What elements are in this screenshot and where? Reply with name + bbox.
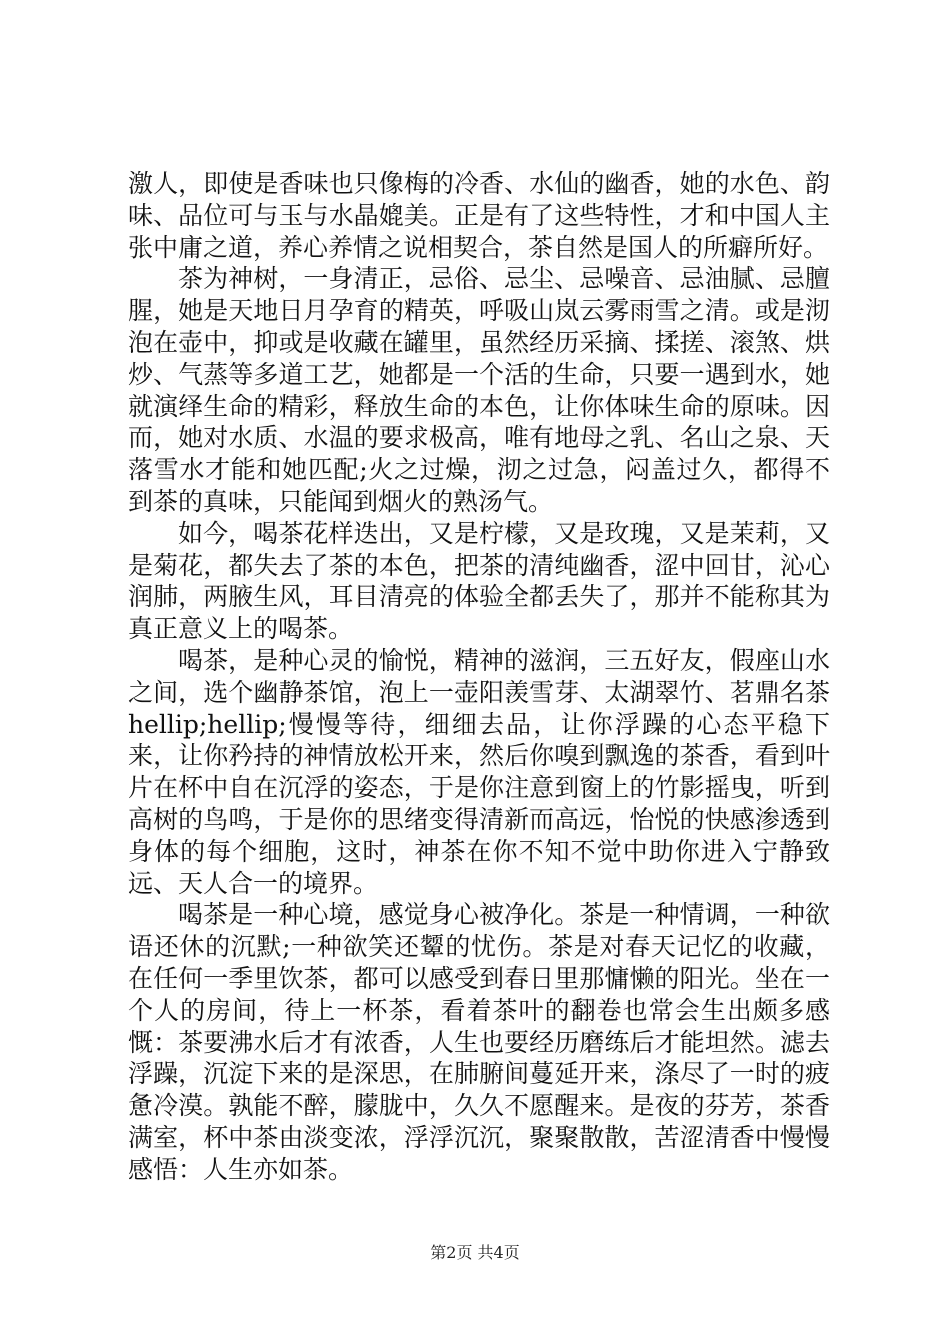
paragraph-4: 喝茶，是种心灵的愉悦，精神的滋润，三五好友，假座山水之间，选个幽静茶馆，泡上一壶阳羡雪芽、太湖翠竹、茗鼎名茶hellip;hellip;慢慢等待，细细去品，让你浮躁的心态平稳下来，让你矜持的神情放松开来，然后你嗅到飘逸的茶香，看到叶片在杯中自在沉浮的姿态，于是你注意到窗上的竹影摇曳，听到高树的鸟鸣，于是你的思绪变得清新而高远，怡悦的快感渗透到身体的每个细胞，这时，神茶在你不知不觉中助你进入宁静致远、天人合一的境界。 — [128, 645, 830, 898]
paragraph-3: 如今，喝茶花样迭出，又是柠檬，又是玫瑰，又是茉莉，又是菊花，都失去了茶的本色，把茶的清纯幽香，涩中回甘，沁心润肺，两腋生风，耳目清亮的体验全都丢失了，那并不能称其为真正意义上的喝茶。 — [128, 518, 830, 644]
page-number-footer: 第2页 共4页 — [430, 1243, 520, 1262]
paragraph-5: 喝茶是一种心境，感觉身心被净化。茶是一种情调，一种欲语还休的沉默;一种欲笑还颦的忧伤。茶是对春天记忆的收藏，在任何一季里饮茶，都可以感受到春日里那慵懒的阳光。坐在一个人的房间，待上一杯茶，看着茶叶的翻卷也常会生出颇多感慨：茶要沸水后才有浓香，人生也要经历磨练后才能坦然。滤去浮躁，沉淀下来的是深思，在肺腑间蔓延开来，涤尽了一时的疲惫冷漠。孰能不醉，朦胧中，久久不愿醒来。是夜的芬芳，茶香满室，杯中茶由淡变浓，浮浮沉沉，聚聚散散，苦涩清香中慢慢感悟：人生亦如茶。 — [128, 900, 830, 1184]
paragraph-1: 激人，即使是香味也只像梅的冷香、水仙的幽香，她的水色、韵味、品位可与玉与水晶媲美。正是有了这些特性，才和中国人主张中庸之道，养心养情之说相契合，茶自然是国人的所癖所好。 — [128, 169, 830, 262]
document-body — [128, 168, 830, 1186]
paragraph-2: 茶为神树，一身清正，忌俗、忌尘、忌噪音、忌油腻、忌膻腥，她是天地日月孕育的精英，呼吸山岚云雾雨雪之清。或是沏泡在壶中，抑或是收藏在罐里，虽然经历采摘、揉搓、滚煞、烘炒、气蒸等多道工艺，她都是一个活的生命，只要一遇到水，她就演绎生命的精彩，释放生命的本色，让你体味生命的原味。因而，她对水质、水温的要求极高，唯有地母之乳、名山之泉、天落雪水才能和她匹配;火之过燥，沏之过急，闷盖过久，都得不到茶的真味，只能闻到烟火的熟汤气。 — [128, 264, 830, 516]
